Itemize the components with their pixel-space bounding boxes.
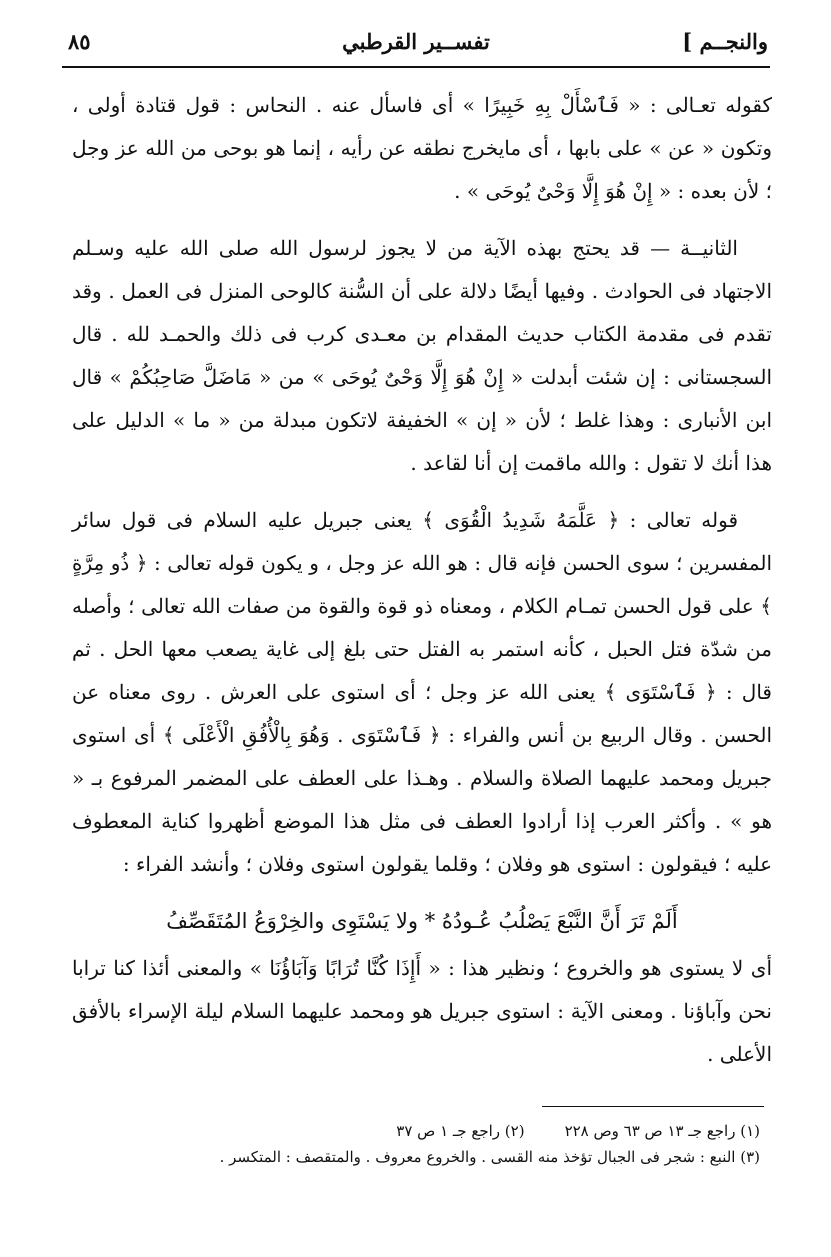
book-title: تفســير القرطبي xyxy=(342,29,490,54)
footnotes xyxy=(160,1118,760,1170)
footnote-row-2 xyxy=(160,1144,760,1170)
footnote-2: (٢) راجع جـ ١ ص ٣٧ xyxy=(396,1122,525,1140)
footnote-3: (٣) النبع : شجر فى الجبال تؤخذ منه القسى . والخروع معروف . والمتقصف : المتكسر . xyxy=(219,1148,760,1166)
paragraph-2: الثانيــة — قد يحتج بهذه الآية من لا يجوز لرسول الله صلى الله عليه وسـلم الاجتهاد فى الحوادث . وفيها أيضًا دلالة على أن السُّنة كالوحى المنزل فى العمل . وقد تقدم فى مقدمة الكتاب حديث المقدام بن معـدى كرب فى ذلك والحمـد لله . قال السجستانى : إن شئت أبدلت « إِنْ هُوَ إِلَّا وَحْىٌ يُوحَى » من « مَاضَلَّ صَاحِبُكُمْ » قال ابن الأنبارى : وهذا غلط ؛ لأن « إن » الخفيفة لاتكون مبدلة من « ما » الدليل على هذا أنك لا تقول : والله ماقمت إن أنا لقاعد . xyxy=(72,236,772,475)
footnote-divider xyxy=(542,1106,764,1107)
footnote-1: (١) راجع جـ ١٣ ص ٦٣ وص ٢٢٨ xyxy=(564,1122,760,1140)
page-body xyxy=(72,84,772,1090)
paragraph-1: كقوله تعـالى : « فَٱسْأَلْ بِهِ خَبِيرًا » أى فاسأل عنه . النحاس : قول قتادة أولى ، وتكون « عن » على بابها ، أى مايخرج نطقه عن رأيه ، إنما هو بوحى من الله عز وجل ؛ لأن بعده : « إِنْ هُوَ إِلَّا وَحْىٌ يُوحَى » . xyxy=(72,93,772,203)
paragraph-3: قوله تعالى : ﴿ عَلَّمَهُ شَدِيدُ الْقُوَى ﴾ يعنى جبريل عليه السلام فى قول سائر المفسرين ؛ سوى الحسن فإنه قال : هو الله عز وجل ، و يكون قوله تعالى : ﴿ ذُو مِرَّةٍ ﴾ على قول الحسن تمـام الكلام ، ومعناه ذو قوة والقوة من صفات الله تعالى ؛ وأصله من شدّة فتل الحبل ، كأنه استمر به الفتل حتى بلغ إلى غاية يصعب معها الحل . ثم قال : ﴿ فَٱسْتَوَى ﴾ يعنى الله عز وجل ؛ أى استوى على العرش . روى معناه عن الحسن . وقال الربيع بن أنس والفراء : ﴿ فَٱسْتَوَى . وَهُوَ بِالْأُفُقِ الْأَعْلَى ﴾ أى استوى جبريل ومحمد عليهما الصلاة والسلام . وهـذا على العطف على المضمر المرفوع بـ « هو » . وأكثر العرب إذا أرادوا العطف فى مثل هذا الموضع أظهروا كناية المعطوف عليه ؛ فيقولون : استوى هو وفلان ؛ وقلما يقولون استوى وفلان ؛ وأنشد الفراء : xyxy=(72,508,772,876)
footnote-row-1 xyxy=(160,1118,760,1144)
paragraph-4: أى لا يستوى هو والخروع ؛ ونظير هذا : « أَإِذَا كُنَّا تُرَابًا وَآبَاؤُنَا » والمعنى أئذا كنا ترابا نحن وآباؤنا . ومعنى الآية : استوى جبريل هو ومحمد عليهما السلام ليلة الإسراء بالأفق الأعلى . xyxy=(72,956,772,1066)
surah-title: والنجــم ] xyxy=(682,29,768,54)
page-header xyxy=(62,22,770,62)
page-number: ٨٥ xyxy=(68,29,91,54)
poem-verse: أَلَمْ تَرَ أَنَّ النَّبْعَ يَصْلُبُ عُـودُهُ * ولا يَسْتَوِى والخِرْوَعُ المُتَقَصِّفُ xyxy=(166,909,678,933)
header-divider xyxy=(62,66,770,68)
